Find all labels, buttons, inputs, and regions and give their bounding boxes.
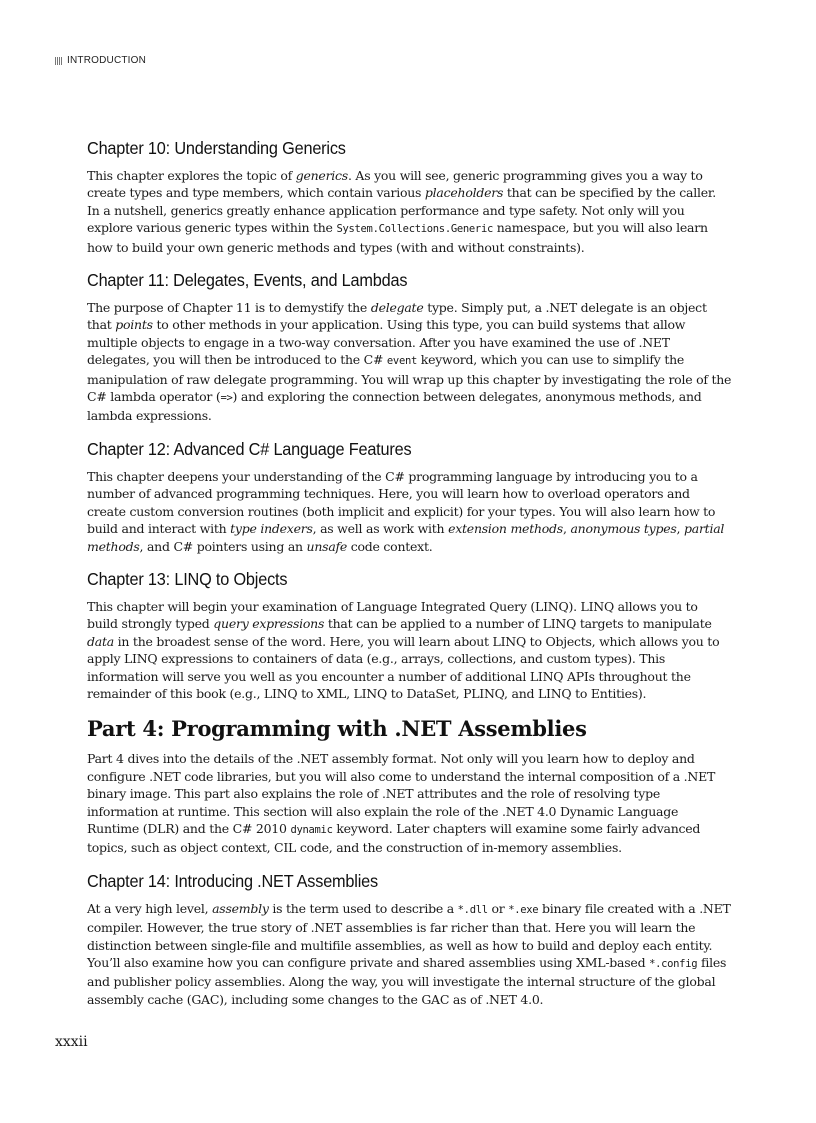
section-paragraph: [87, 468, 732, 555]
running-head-title: INTRODUCTION: [67, 55, 147, 66]
emphasis-term: generics: [295, 168, 348, 183]
text-run: code context.: [347, 538, 433, 554]
chapter-heading: Chapter 12: Advanced C# Language Features: [87, 438, 412, 459]
text-run: files and publisher policy assemblies. Along the way, you will investigate the internal structure of the global assembly cache (GAC), including some changes to the GAC as of .NET 4.0.: [87, 955, 727, 1007]
emphasis-term: data: [87, 633, 114, 649]
running-head: [55, 55, 146, 66]
chapter-heading: Chapter 13: LINQ to Objects: [87, 568, 288, 589]
text-run: binary file created with a .NET compiler. However, the true story of .NET assemblies is far richer than that. Here you will learn the distinction between single-file and multifile assemblies, as well as how to build and deploy each entity. You’ll also examine how you can configure private and shared assemblies using XML-based: [87, 900, 731, 970]
running-head-marker-icon: [55, 57, 63, 65]
text-run: At a very high level,: [87, 900, 213, 916]
chapter-heading: Chapter 10: Understanding Generics: [87, 138, 346, 158]
emphasis-term: anonymous types: [570, 521, 677, 537]
chapter-heading: Chapter 11: Delegates, Events, and Lambdas: [87, 270, 408, 291]
section-4: [87, 569, 732, 702]
section-6: [87, 871, 732, 1008]
text-run: to other methods in your application. Using this type, you can build systems that allow multiple objects to engage in a two-way conversation. After you have examined the use of .NET delegates, you will then be introduced to the C#: [87, 317, 686, 368]
text-run: that can be applied to a number of LINQ targets to manipulate: [324, 616, 712, 632]
section-1: [87, 138, 732, 256]
text-run: This chapter will begin your examination of Language Integrated Query (LINQ). LINQ allows you to build strongly typed: [87, 598, 698, 632]
text-run: The purpose of Chapter 11 is to demystify the: [87, 300, 371, 316]
code-term: =>: [220, 392, 233, 405]
emphasis-term: placeholders: [424, 185, 504, 201]
code-term: event: [386, 355, 418, 368]
text-run: keyword, which you can use to simplify the manipulation of raw delegate programming. You will wrap up this chapter by investigating the role of the C# lambda operator (: [87, 352, 732, 405]
text-run: This chapter deepens your understanding of the C# programming language by introducing you to a number of advanced programming techniques. Here, you will learn how to overload operators and create custom conversion routines (both implicit and explicit) for your types. You will also learn how to build and interact with: [87, 468, 716, 537]
emphasis-term: partial methods: [87, 521, 725, 554]
chapter-heading: Chapter 14: Introducing .NET Assemblies: [87, 870, 378, 891]
emphasis-term: points: [115, 317, 153, 333]
code-term: *.exe: [508, 903, 539, 916]
code-term: dynamic: [290, 823, 333, 836]
text-run: in the broadest sense of the word. Here, you will learn about LINQ to Objects, which allows you to apply LINQ expressions to containers of data (e.g., arrays, collections, and custom types). This information will serve you well as you encounter a number of additional LINQ APIs throughout the remainder of this book (e.g., LINQ to XML, LINQ to DataSet, PLINQ, and LINQ to Entities).: [87, 633, 720, 701]
section-paragraph: [87, 167, 732, 256]
part-heading: Part 4: Programming with .NET Assemblies: [87, 716, 587, 742]
section-3: [87, 439, 732, 555]
section-paragraph: [87, 900, 732, 1008]
text-run: ,: [562, 521, 571, 537]
page-number: xxxii: [55, 1034, 88, 1050]
section-paragraph: [87, 598, 732, 702]
emphasis-term: extension methods: [448, 521, 563, 537]
text-run: ,: [676, 521, 684, 537]
text-run: This chapter explores the topic of: [87, 168, 296, 183]
text-run: , as well as work with: [312, 521, 449, 537]
text-run: , and C# pointers using an: [139, 538, 307, 554]
section-5: [87, 716, 732, 856]
code-term: *.dll: [457, 903, 488, 916]
emphasis-term: assembly: [212, 900, 269, 916]
text-run: . As you will see, generic programming gives you a way to create types and type members, which contain various: [87, 168, 703, 201]
section-2: [87, 270, 732, 425]
emphasis-term: delegate: [370, 300, 424, 316]
section-paragraph: [87, 750, 732, 856]
text-run: type. Simply put, a .NET delegate is an object that: [87, 300, 707, 333]
section-paragraph: [87, 299, 732, 425]
page-content: [87, 138, 732, 1022]
emphasis-term: unsafe: [306, 538, 348, 554]
code-term: System.Collections.Generic: [336, 223, 493, 236]
emphasis-term: type indexers: [230, 521, 313, 537]
emphasis-term: query expressions: [213, 616, 325, 632]
text-run: ) and exploring the connection between delegates, anonymous methods, and lambda expressions.: [87, 389, 702, 424]
text-run: namespace, but you will also learn how to build your own generic methods and types (with and without constraints).: [87, 220, 708, 255]
text-run: that can be specified by the caller. In a nutshell, generics greatly enhance application performance and type safety. Not only will you explore various generic types within the: [87, 185, 716, 236]
text-run: or: [487, 900, 509, 916]
text-run: keyword. Later chapters will examine some fairly advanced topics, such as object context, CIL code, and the construction of in-memory assemblies.: [87, 820, 701, 856]
text-run: is the term used to describe a: [268, 900, 458, 916]
code-term: *.config: [649, 958, 698, 970]
text-run: Part 4 dives into the details of the .NET assembly format. Not only will you learn how to deploy and configure .NET code libraries, but you will also come to understand the internal composition of a .NET binary image. This part also explains the role of .NET attributes and the role of resolving type information at runtime. This section will also explain the role of the .NET 4.0 Dynamic Language Runtime (DLR) and the C# 2010: [87, 751, 716, 836]
